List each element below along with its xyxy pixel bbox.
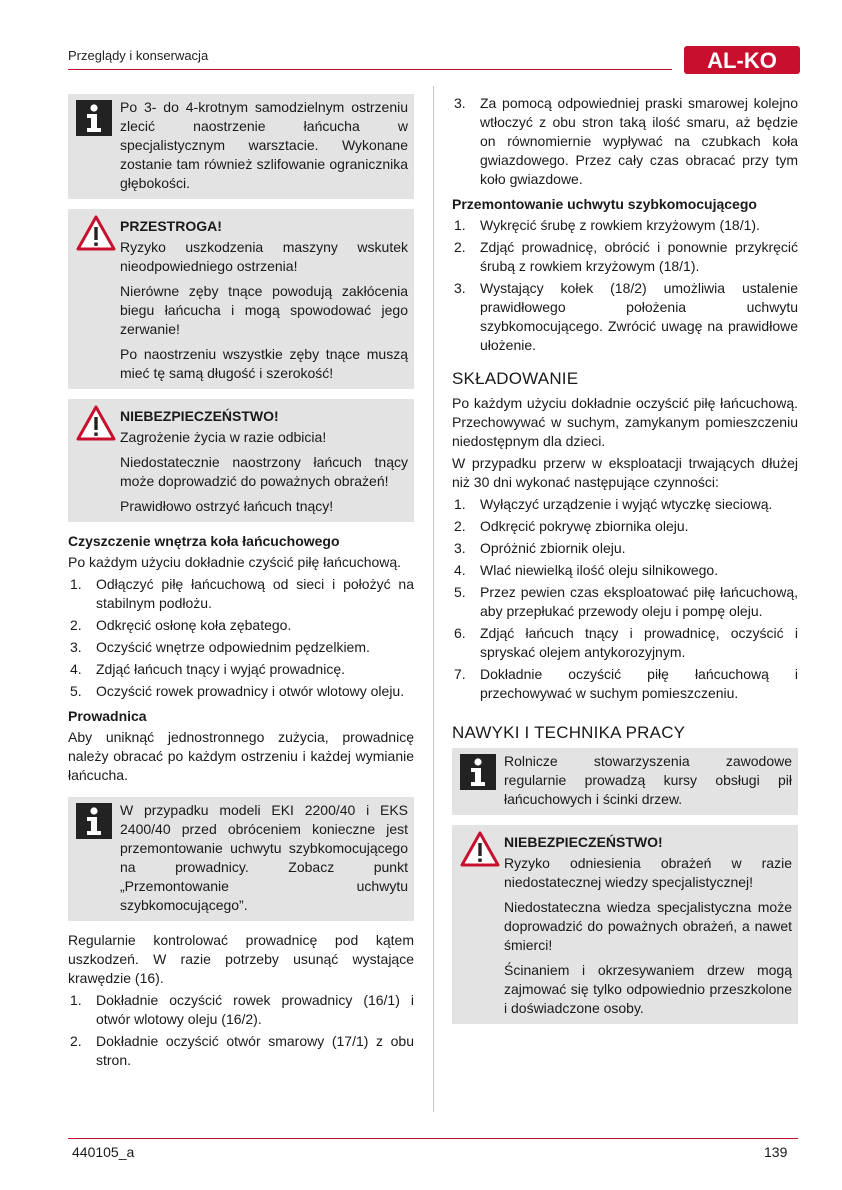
guide-steps bbox=[68, 991, 414, 1070]
guide-intro: Aby uniknąć jednostronnego zużycia, prowadnicę należy obracać po każdym ostrzeniu i każdej wymianie łańcucha. bbox=[68, 729, 414, 783]
danger-box-kickback bbox=[68, 399, 414, 522]
danger-text: Zagrożenie życia w razie odbicia! bbox=[120, 429, 327, 445]
page-number: 139 bbox=[764, 1144, 788, 1160]
warning-icon bbox=[76, 405, 116, 441]
danger-text: Niedostatecznie naostrzony łańcuch tnący może doprowadzić do poważnych obrażeń! bbox=[120, 454, 408, 489]
remount-steps bbox=[452, 216, 798, 355]
alko-logo bbox=[684, 46, 800, 74]
danger-text: Ryzyko odniesienia obrażeń w razie niedostatecznej wiedzy specjalistycznej! bbox=[504, 855, 792, 890]
header-title: Przeglądy i konserwacja bbox=[68, 48, 209, 63]
left-column bbox=[68, 94, 414, 1076]
info-icon bbox=[76, 100, 112, 136]
caution-text: Nierówne zęby tnące powodują zakłócenia biegu łańcucha i mogą spowodować jego zerwanie! bbox=[120, 283, 408, 337]
list-item: 1. Wykręcić śrubę z rowkiem krzyżowym (18/1). bbox=[454, 217, 760, 233]
column-divider bbox=[433, 86, 434, 1112]
list-item: 2. Odkręcić pokrywę zbiornika oleju. bbox=[454, 518, 689, 534]
cleaning-steps bbox=[68, 575, 414, 701]
caution-text: Po naostrzeniu wszystkie zęby tnące muszą mieć tę samą długość i szerokość! bbox=[120, 346, 408, 381]
info-icon bbox=[76, 803, 112, 839]
list-item: 4. Wlać niewielką ilość oleju silnikowego. bbox=[454, 562, 719, 578]
logo-text: AL-KO bbox=[707, 48, 777, 73]
list-item: 6. Zdjąć łańcuch tnący i prowadnicę, oczyścić i spryskać olejem antykorozyjnym. bbox=[454, 625, 798, 660]
storage-para: W przypadku przerw w eksploatacji trwających dłużej niż 30 dni wykonać następujące czynności: bbox=[452, 455, 798, 490]
warning-icon bbox=[460, 831, 500, 867]
cleaning-intro: Po każdym użyciu dokładnie czyścić piłę łańcuchową. bbox=[68, 554, 402, 570]
document-code: 440105_a bbox=[72, 1144, 135, 1160]
list-item: 3. Oczyścić wnętrze odpowiednim pędzelkiem. bbox=[70, 639, 370, 655]
list-item: 3. Opróżnić zbiornik oleju. bbox=[454, 540, 626, 556]
caution-title: PRZESTROGA! bbox=[120, 218, 222, 234]
danger-text: Prawidłowo ostrzyć łańcuch tnący! bbox=[120, 498, 334, 514]
storage-steps bbox=[452, 495, 798, 703]
caution-text: Ryzyko uszkodzenia maszyny wskutek nieodpowiedniego ostrzenia! bbox=[120, 239, 408, 274]
grease-step bbox=[452, 94, 798, 189]
caution-box bbox=[68, 209, 414, 389]
right-column bbox=[452, 94, 798, 1034]
list-item: 4. Zdjąć łańcuch tnący i wyjąć prowadnicę. bbox=[70, 661, 346, 677]
header-rule bbox=[68, 69, 672, 70]
list-item: 5. Przez pewien czas eksploatować piłę łańcuchową, aby przepłukać przewody oleju i pompę oleju. bbox=[454, 584, 798, 619]
heading-storage: SKŁADOWANIE bbox=[452, 369, 579, 388]
storage-para: Po każdym użyciu dokładnie oczyścić piłę łańcuchową. Przechowywać w suchym, zamykanym pomieszczeniu niedostępnym dla dzieci. bbox=[452, 395, 798, 449]
section-title-cleaning: Czyszczenie wnętrza koła łańcuchowego bbox=[68, 533, 340, 549]
info-box-courses bbox=[452, 748, 798, 815]
list-item: 1. Wyłączyć urządzenie i wyjąć wtyczkę sieciową. bbox=[454, 496, 773, 512]
list-item: 7. Dokładnie oczyścić piłę łańcuchową i przechowywać w suchym pomieszczeniu. bbox=[454, 666, 798, 701]
list-item: 5. Oczyścić rowek prowadnicy i otwór wlotowy oleju. bbox=[70, 683, 405, 699]
warning-icon bbox=[76, 215, 116, 251]
list-item: 2. Dokładnie oczyścić otwór smarowy (17/1) z obu stron. bbox=[70, 1033, 414, 1068]
footer-rule bbox=[68, 1138, 798, 1139]
section-title-remount: Przemontowanie uchwytu szybkomocującego bbox=[452, 196, 757, 212]
list-item: 1. Odłączyć piłę łańcuchową od sieci i położyć na stabilnym podłożu. bbox=[70, 576, 414, 611]
danger-text: Ścinaniem i okrzesywaniem drzew mogą zajmować się tylko odpowiednio przeszkolone i doświadczone osoby. bbox=[504, 962, 792, 1016]
danger-text: Niedostateczna wiedza specjalistyczna może doprowadzić do poważnych obrażeń, a nawet śmierci! bbox=[504, 899, 792, 953]
info-text: Po 3- do 4-krotnym samodzielnym ostrzeniu zlecić naostrzenie łańcucha w specjalistycznym warsztacie. Wykonane zostanie tam również szlifowanie ogranicznika głębokości. bbox=[120, 99, 408, 191]
heading-habits: NAWYKI I TECHNIKA PRACY bbox=[452, 723, 686, 742]
list-item: 2. Zdjąć prowadnicę, obrócić i ponownie przykręcić śrubą z rowkiem krzyżowym (18/1). bbox=[454, 239, 798, 274]
info-text: Rolnicze stowarzyszenia zawodowe regularnie prowadzą kursy obsługi pił łańcuchowych i ścinki drzew. bbox=[504, 753, 792, 807]
info-icon bbox=[460, 754, 496, 790]
danger-title: NIEBEZPIECZEŃSTWO! bbox=[504, 834, 663, 850]
guide-para: Regularnie kontrolować prowadnicę pod kątem uszkodzeń. W razie potrzeby usunąć wystające krawędzie (16). bbox=[68, 932, 414, 986]
danger-box-knowledge bbox=[452, 825, 798, 1024]
info-box-sharpening bbox=[68, 94, 414, 199]
list-item: 1. Dokładnie oczyścić rowek prowadnicy (16/1) i otwór wlotowy oleju (16/2). bbox=[70, 992, 414, 1027]
info-text: W przypadku modeli EKI 2200/40 i EKS 2400/40 przed obróceniem konieczne jest przemontowanie uchwytu szybkomocującego na prowadnicy. Zobacz punkt „Przemontowanie uchwytu szybkomocującego”. bbox=[120, 802, 408, 913]
info-box-models bbox=[68, 797, 414, 921]
section-title-guide: Prowadnica bbox=[68, 708, 147, 724]
danger-title: NIEBEZPIECZEŃSTWO! bbox=[120, 408, 279, 424]
list-item: 3. Wystający kołek (18/2) umożliwia ustalenie prawidłowego położenia uchwytu szybkomocującego. Zwrócić uwagę na prawidłowe ułożenie. bbox=[454, 280, 798, 353]
list-item: 2. Odkręcić osłonę koła zębatego. bbox=[70, 617, 292, 633]
list-item: 3. Za pomocą odpowiedniej praski smarowej kolejno wtłoczyć z obu stron taką ilość smaru, aż będzie on równomiernie wypływać na czubkach koła gwiazdowego. Przez cały czas obracać przy tym koło gwiazdowe. bbox=[454, 95, 798, 187]
